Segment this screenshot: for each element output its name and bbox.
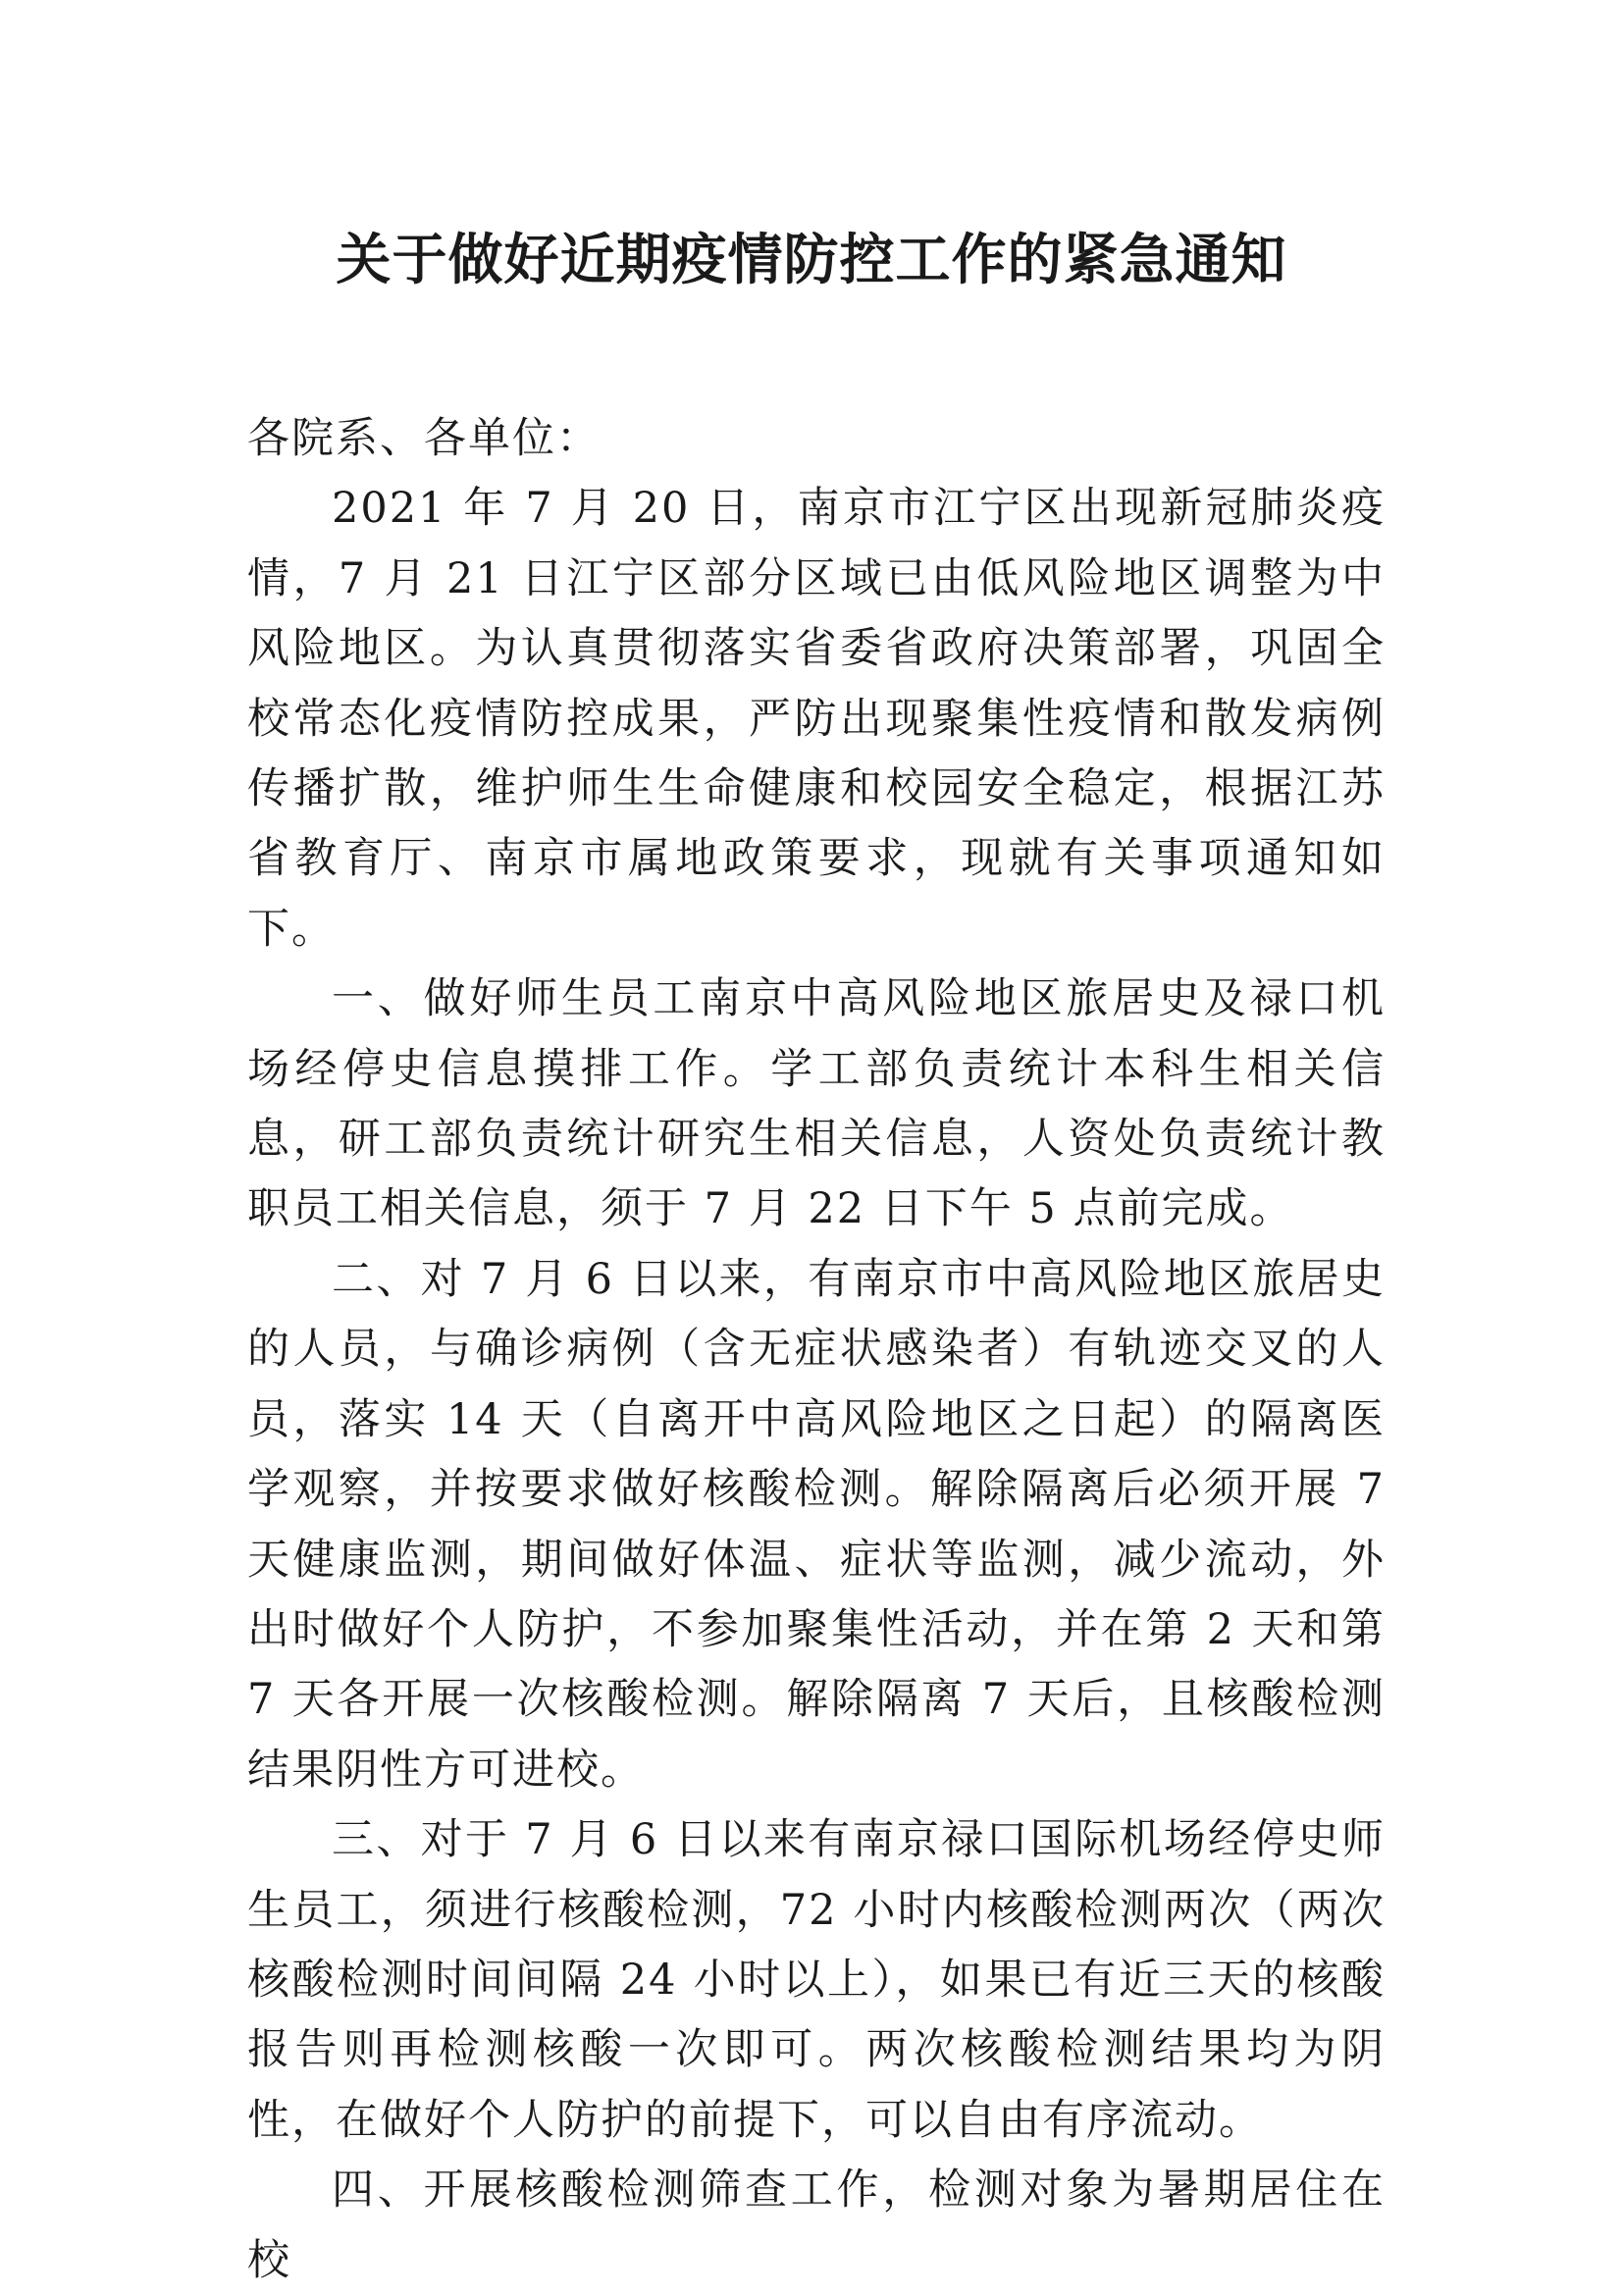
document-title: 关于做好近期疫情防控工作的紧急通知 [336,229,1287,292]
paragraph-intro: 2021 年 7 月 20 日，南京市江宁区出现新冠肺炎疫情，7 月 21 日江宁区部分区域已由低风险地区调整为中风险地区。为认真贯彻落实省委省政府决策部署，巩固全校常态化疫情防控成果，严防出现聚集性疫情和散发病例传播扩散，维护师生生命健康和校园安全稳定，根据江苏省教育厅、南京市属地政策要求，现就有关事项通知如下。 [247,484,1386,954]
paragraph-item-2: 二、对 7 月 6 日以来，有南京市中高风险地区旅居史的人员，与确诊病例（含无症状感染者）有轨迹交叉的人员，落实 14 天（自离开中高风险地区之日起）的隔离医学观察，并按要求做好核酸检测。解除隔离后必须开展 7 天健康监测，期间做好体温、症状等监测，减少流动，外出时做好个人防护，不参加聚集性活动，并在第 2 天和第 7 天各开展一次核酸检测。解除隔离 7 天后，且核酸检测结果阴性方可进校。 [247,1254,1386,1795]
document-body [247,404,1386,2296]
paragraph-item-1: 一、做好师生员工南京中高风险地区旅居史及禄口机场经停史信息摸排工作。学工部负责统计本科生相关信息，研工部负责统计研究生相关信息，人资处负责统计教职员工相关信息，须于 7 月 22 日下午 5 点前完成。 [247,974,1386,1234]
salutation: 各院系、各单位： [247,414,601,463]
paragraph-item-4: 四、开展核酸检测筛查工作，检测对象为暑期居住在校 [247,2166,1386,2285]
paragraph-item-3: 三、对于 7 月 6 日以来有南京禄口国际机场经停史师生员工，须进行核酸检测，72 小时内核酸检测两次（两次核酸检测时间间隔 24 小时以上），如果已有近三天的核酸报告则再检测核酸一次即可。两次核酸检测结果均为阴性，在做好个人防护的前提下，可以自由有序流动。 [247,1815,1386,2145]
